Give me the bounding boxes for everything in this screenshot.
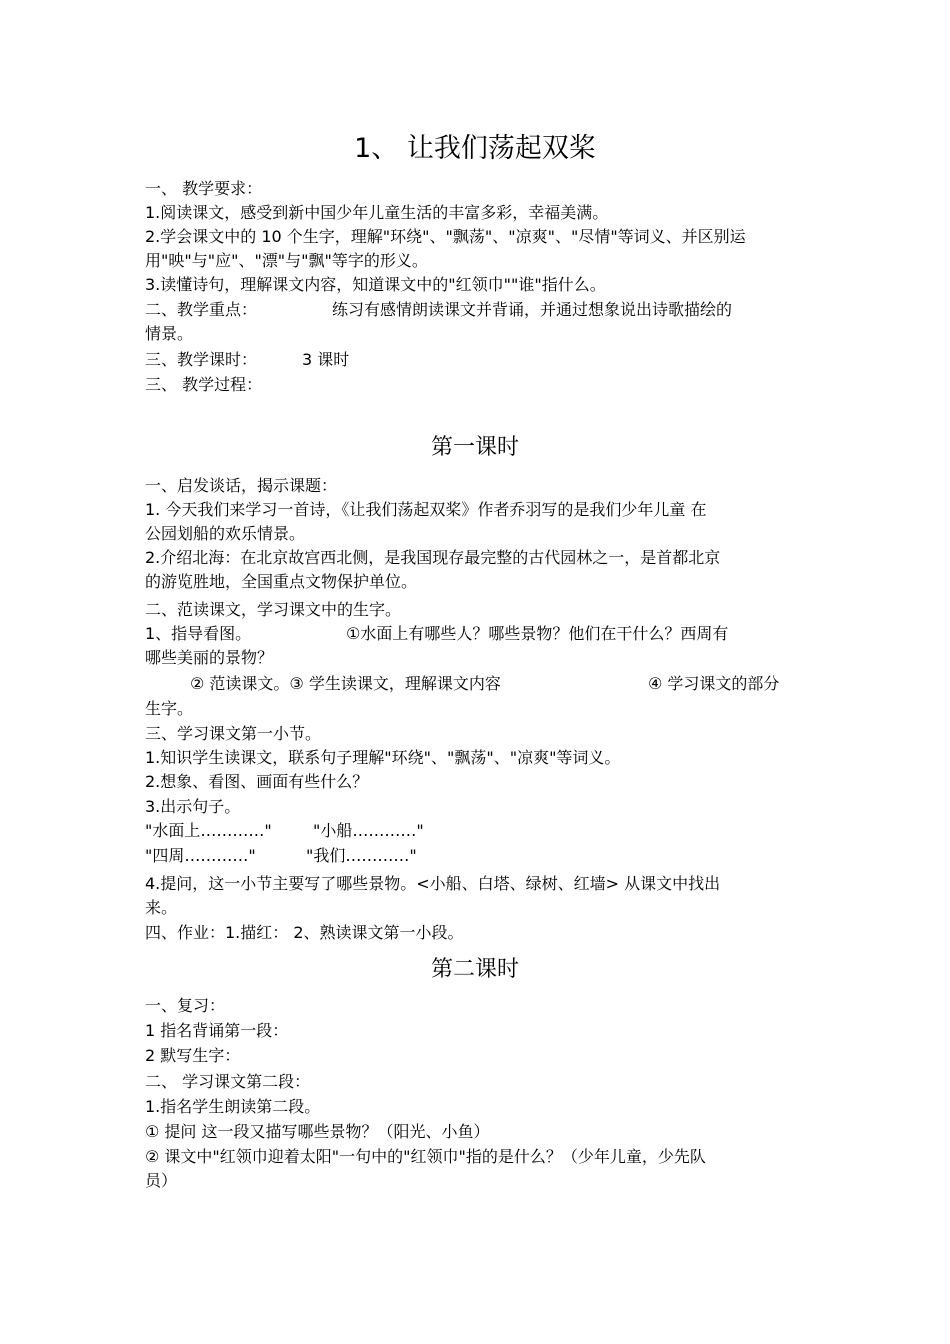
section-heading-requirements: 一、 教学要求： bbox=[145, 179, 263, 198]
text-line: 2.想象、看图、画面有些什么？ bbox=[145, 772, 369, 791]
text-line: ①水面上有哪些人？哪些景物？他们在干什么？西周有 bbox=[346, 624, 729, 643]
text-line: 1. 今天我们来学习一首诗，《让我们荡起双桨》作者乔羽写的是我们少年儿童 在 bbox=[145, 500, 707, 519]
text-line: 哪些美丽的景物？ bbox=[145, 648, 274, 667]
text-line: ④ 学习课文的部分 bbox=[648, 674, 780, 693]
text-line: 1 指名背诵第一段： bbox=[145, 1021, 289, 1040]
text-line: 公园划船的欢乐情景。 bbox=[145, 524, 306, 543]
text-line: 3.出示句子。 bbox=[145, 797, 241, 816]
section-heading-process: 三、 教学过程： bbox=[145, 375, 263, 394]
text-line: 2.介绍北海：在北京故宫西北侧，是我国现存最完整的古代园林之一，是首都北京 bbox=[145, 548, 721, 567]
text-line: 1、指导看图。 bbox=[145, 624, 252, 643]
text-line: "四周…………" bbox=[145, 846, 256, 865]
text-line: 一、启发谈话，揭示课题： bbox=[145, 476, 338, 495]
text-line: 一、复习： bbox=[145, 996, 226, 1015]
text-line: 4.提问，这一小节主要写了哪些景物。<小船、白塔、绿树、红墙> 从课文中找出 bbox=[145, 874, 721, 893]
text-line: ① 提问 这一段又描写哪些景物？（阳光、小鱼） bbox=[145, 1122, 490, 1141]
text-line: 1.指名学生朗读第二段。 bbox=[145, 1097, 321, 1116]
text-line: 情景。 bbox=[145, 324, 194, 343]
text-line: "水面上…………" bbox=[145, 821, 272, 840]
class-hours-value: 3 课时 bbox=[302, 350, 350, 369]
text-line: 生字。 bbox=[145, 699, 194, 718]
text-line: "小船…………" bbox=[313, 821, 424, 840]
text-line: ② 课文中"红领巾迎着太阳"一句中的"红领巾"指的是什么？（少年儿童，少先队 bbox=[145, 1147, 706, 1166]
lesson2-heading: 第二课时 bbox=[430, 957, 519, 982]
text-line: ② 范读课文。③ 学生读课文，理解课文内容 bbox=[190, 674, 501, 693]
document-title: 1、 让我们荡起双桨 bbox=[354, 133, 596, 164]
text-line: 2 默写生字： bbox=[145, 1046, 241, 1065]
text-line: "我们…………" bbox=[306, 846, 417, 865]
text-line: 四、作业：1.描红： 2、熟读课文第一小段。 bbox=[145, 923, 464, 942]
text-line: 三、学习课文第一小节。 bbox=[145, 724, 322, 743]
section-heading-key-points: 二、教学重点： bbox=[145, 300, 258, 319]
text-line: 用"映"与"应"、"漂"与"飘"等字的形义。 bbox=[145, 251, 428, 270]
text-line: 员） bbox=[145, 1171, 178, 1190]
text-line: 1.知识学生读课文，联系句子理解"环绕"、"飘荡"、"凉爽"等词义。 bbox=[145, 748, 621, 767]
text-line: 来。 bbox=[145, 898, 178, 917]
text-line: 3.读懂诗句，理解课文内容，知道课文中的"红领巾""谁"指什么。 bbox=[145, 275, 606, 294]
lesson1-heading: 第一课时 bbox=[430, 435, 519, 460]
text-line: 2.学会课文中的 10 个生字，理解"环绕"、"飘荡"、"凉爽"、"尽情"等词义、并区别运 bbox=[145, 227, 746, 246]
text-line: 的游览胜地，全国重点文物保护单位。 bbox=[145, 572, 418, 591]
key-points-text: 练习有感情朗读课文并背诵，并通过想象说出诗歌描绘的 bbox=[332, 300, 733, 319]
section-heading-class-hours: 三、教学课时： bbox=[145, 350, 258, 369]
text-line: 二、范读课文，学习课文中的生字。 bbox=[145, 600, 402, 619]
text-line: 二、 学习课文第二段： bbox=[145, 1072, 311, 1091]
text-line: 1.阅读课文，感受到新中国少年儿童生活的丰富多彩，幸福美满。 bbox=[145, 203, 609, 222]
